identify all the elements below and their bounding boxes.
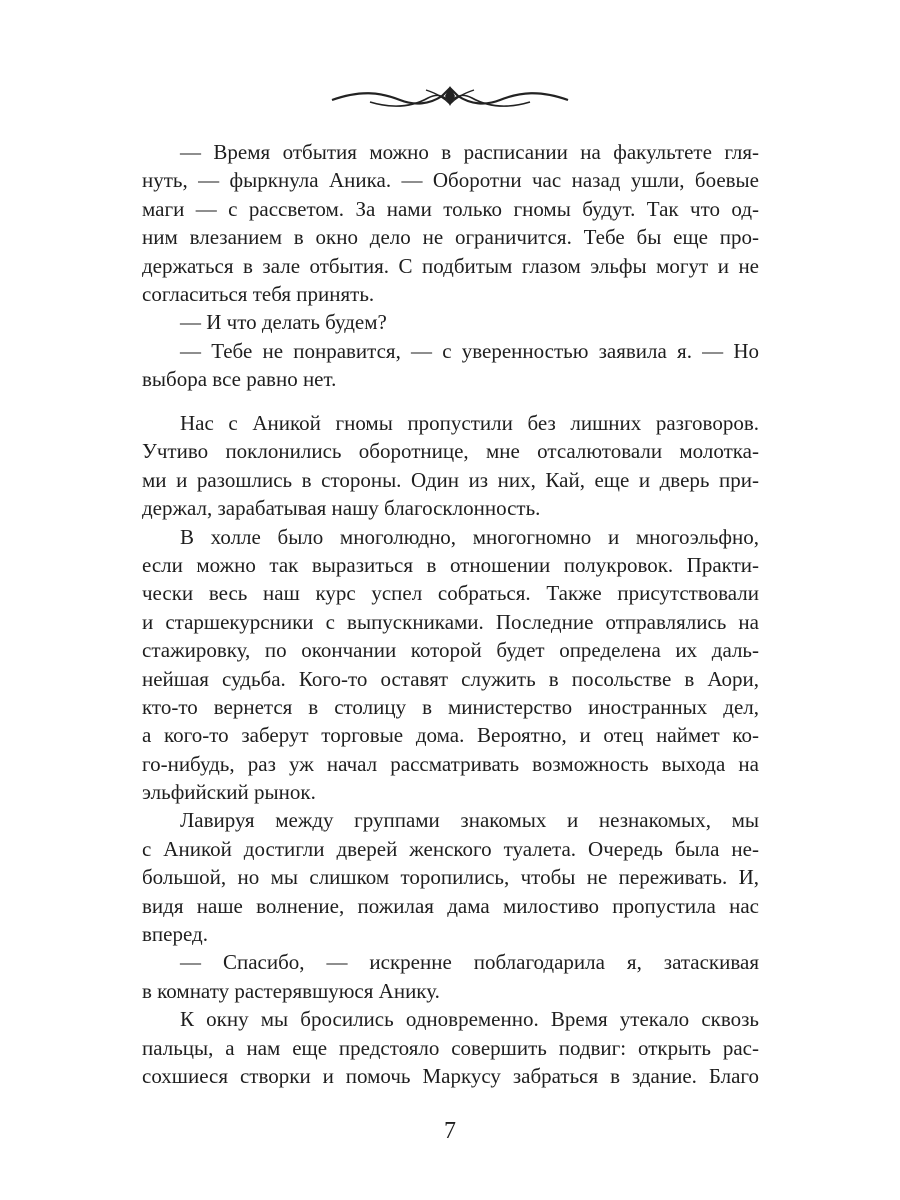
- text-line: ним влезанием в окно дело не ограничится. Тебе бы еще про-: [142, 225, 759, 250]
- text-section-2: [142, 409, 759, 1090]
- text-line: нуть, — фыркнула Аника. — Оборотни час назад ушли, боевые: [142, 168, 759, 193]
- text-line: если можно так выразиться в отношении полукровок. Практи-: [142, 552, 759, 577]
- paragraph: [142, 806, 759, 948]
- page-number: 7: [444, 1118, 456, 1144]
- text-line: — Спасибо, — искренне поблагодарила я, затаскивая: [180, 950, 759, 975]
- text-line: — Тебе не понравится, — с уверенностью заявила я. — Но: [180, 338, 759, 363]
- paragraph: [142, 523, 759, 807]
- text-line: чески весь наш курс успел собраться. Также присутствовали: [142, 581, 759, 606]
- text-line: эльфийский рынок.: [142, 780, 316, 805]
- text-line: пальцы, а нам еще предстояло совершить подвиг: открыть рас-: [142, 1035, 759, 1060]
- text-line: кто-то вернется в столицу в министерство иностранных дел,: [142, 694, 759, 719]
- text-line: и старшекурсники с выпускниками. Последние отправлялись на: [142, 609, 759, 634]
- paragraph: [142, 409, 759, 523]
- paragraph: [142, 337, 759, 394]
- text-line: держал, зарабатывая нашу благосклонность.: [142, 496, 541, 521]
- paragraph: [142, 308, 759, 336]
- paragraph: [142, 138, 759, 308]
- text-line: В холле было многолюдно, многогномно и многоэльфно,: [180, 524, 759, 549]
- text-line: К окну мы бросились одновременно. Время утекало сквозь: [180, 1007, 759, 1032]
- paragraph: [142, 1005, 759, 1090]
- text-line: сохшиеся створки и помочь Маркусу забраться в здание. Благо: [142, 1063, 759, 1088]
- text-line: большой, но мы слишком торопились, чтобы не переживать. И,: [142, 865, 759, 890]
- text-line: а кого-то заберут торговые дома. Вероятно, и отец наймет ко-: [142, 723, 759, 748]
- text-line: в комнату растерявшуюся Анику.: [142, 978, 440, 1003]
- text-section-1: [142, 138, 759, 394]
- text-line: го-нибудь, раз уж начал рассматривать возможность выхода на: [142, 751, 759, 776]
- text-line: выбора все равно нет.: [142, 367, 337, 392]
- ornament-flourish-icon: [330, 82, 570, 112]
- text-line: Нас с Аникой гномы пропустили без лишних разговоров.: [180, 411, 759, 435]
- text-line: стажировку, по окончании которой будет определена их даль-: [142, 638, 759, 663]
- text-line: ми и разошлись в стороны. Один из них, Кай, еще и дверь при-: [142, 467, 759, 492]
- text-line: — Время отбытия можно в расписании на факультете гля-: [180, 140, 759, 164]
- text-line: согласиться тебя принять.: [142, 281, 375, 306]
- text-line: Учтиво поклонились оборотнице, мне отсалютовали молотка-: [142, 439, 759, 464]
- text-line: маги — с рассветом. За нами только гномы будут. Так что од-: [142, 196, 759, 221]
- text-line: видя наше волнение, пожилая дама милостиво пропустила нас: [142, 893, 759, 918]
- text-line: держаться в зале отбытия. С подбитым глазом эльфы могут и не: [142, 253, 759, 278]
- paragraph: [142, 948, 759, 1005]
- text-line: нейшая судьба. Кого-то оставят служить в посольстве в Аори,: [142, 666, 759, 691]
- text-line: — И что делать будем?: [180, 310, 387, 335]
- text-line: Лавируя между группами знакомых и незнакомых, мы: [180, 808, 759, 833]
- text-line: вперед.: [142, 922, 208, 947]
- text-line: с Аникой достигли дверей женского туалета. Очередь была не-: [142, 836, 759, 861]
